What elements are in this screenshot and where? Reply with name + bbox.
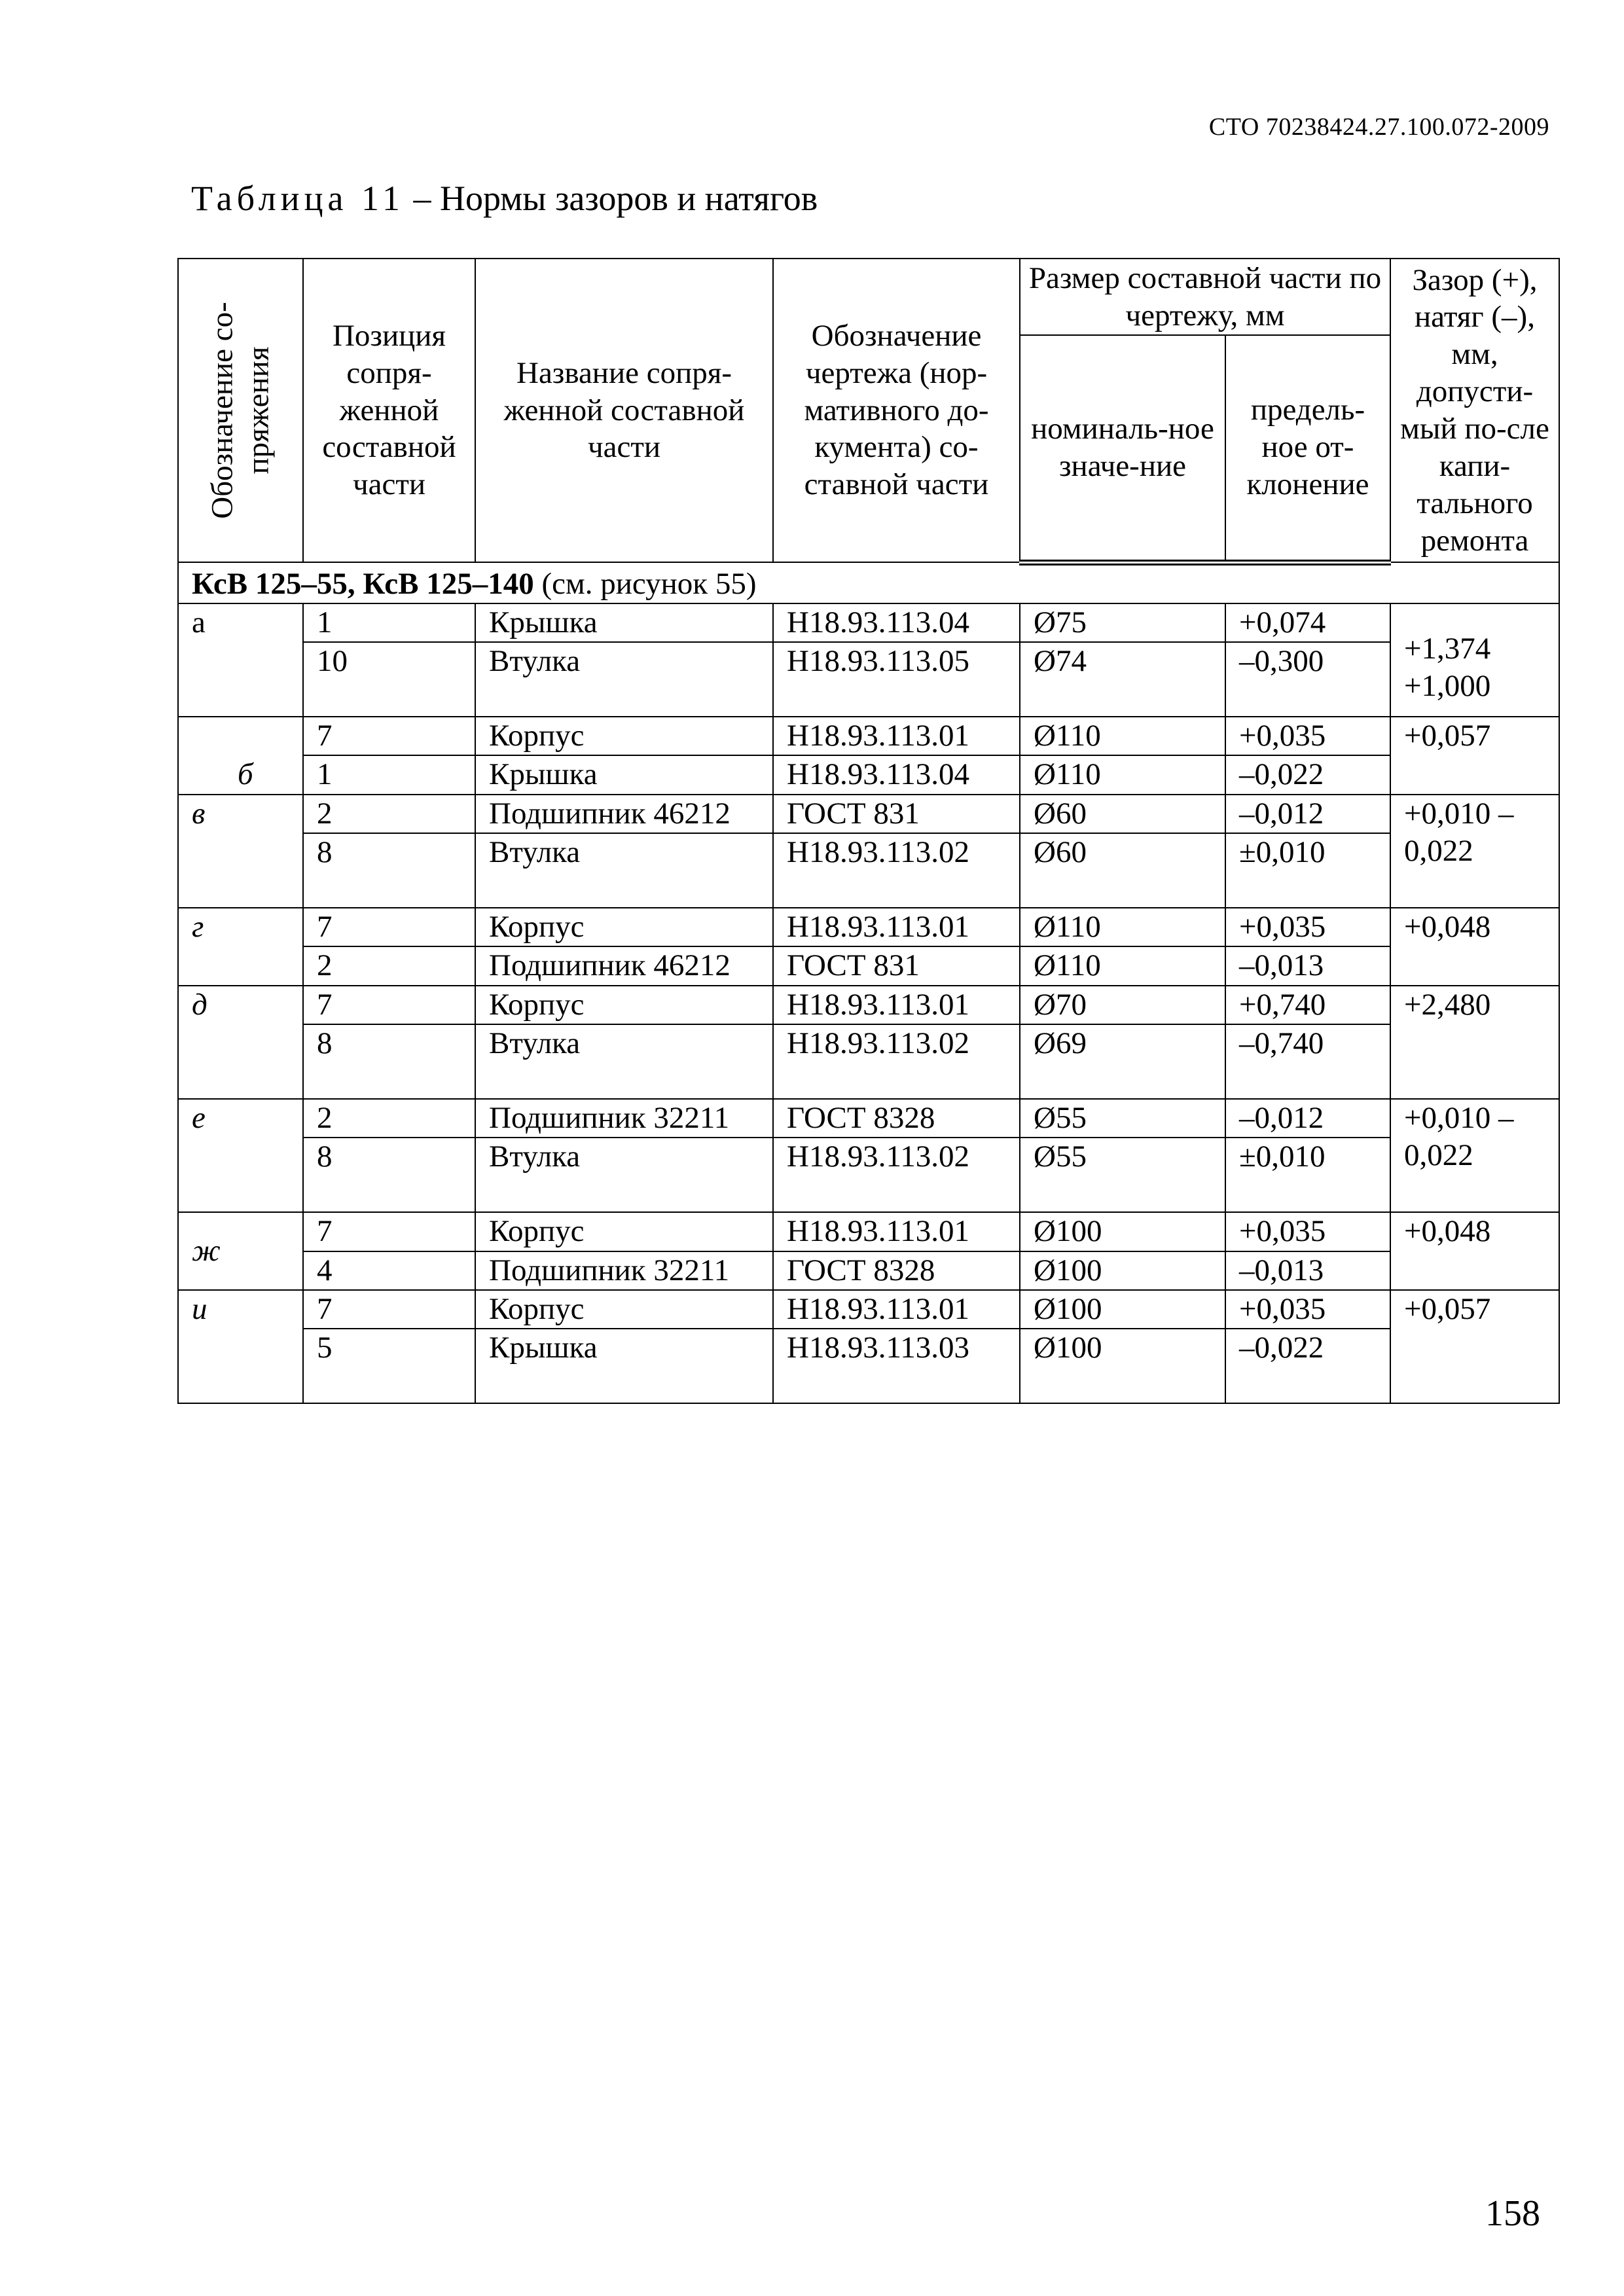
clearance-cell: +0,010 –0,022: [1390, 1099, 1559, 1212]
deviation-cell: +0,035: [1225, 1212, 1390, 1251]
drawing-cell: Н18.93.113.02: [773, 833, 1020, 908]
page-number: 158: [1485, 2193, 1540, 2234]
mating-mark: е: [178, 1099, 303, 1212]
part-name-cell: Корпус: [475, 717, 773, 755]
part-name-cell: Корпус: [475, 1212, 773, 1251]
deviation-cell: +0,035: [1225, 908, 1390, 946]
clearance-cell: +0,048: [1390, 908, 1559, 986]
drawing-cell: ГОСТ 8328: [773, 1099, 1020, 1138]
title-dash: –: [404, 179, 440, 218]
nominal-cell: Ø110: [1020, 755, 1225, 794]
table-row: [178, 1251, 1559, 1290]
position-cell: 8: [303, 1138, 475, 1212]
deviation-cell: –0,012: [1225, 1099, 1390, 1138]
drawing-cell: Н18.93.113.01: [773, 1212, 1020, 1251]
clearance-cell: +0,057: [1390, 1290, 1559, 1403]
table-row: [178, 986, 1559, 1024]
deviation-cell: –0,022: [1225, 1329, 1390, 1403]
drawing-cell: ГОСТ 831: [773, 795, 1020, 833]
mating-mark: а: [178, 603, 303, 717]
table-row: [178, 642, 1559, 717]
position-cell: 10: [303, 642, 475, 717]
table-row: [178, 1290, 1559, 1329]
clearance-cell: +0,048: [1390, 1212, 1559, 1290]
clearance-norms-table: [177, 258, 1560, 1404]
table-row: [178, 603, 1559, 642]
table-row: [178, 717, 1559, 755]
table-row: [178, 755, 1559, 794]
header-part-name: Название сопря-женной составной части: [475, 259, 773, 562]
nominal-cell: Ø55: [1020, 1099, 1225, 1138]
part-name-cell: Втулка: [475, 833, 773, 908]
drawing-cell: Н18.93.113.01: [773, 717, 1020, 755]
position-cell: 4: [303, 1251, 475, 1290]
nominal-cell: Ø100: [1020, 1329, 1225, 1403]
group-heading: КсВ 125–55, КсВ 125–140 (см. рисунок 55): [178, 562, 1559, 603]
position-cell: 7: [303, 1290, 475, 1329]
drawing-cell: Н18.93.113.03: [773, 1329, 1020, 1403]
deviation-cell: +0,035: [1225, 717, 1390, 755]
drawing-cell: Н18.93.113.05: [773, 642, 1020, 717]
deviation-cell: –0,013: [1225, 1251, 1390, 1290]
nominal-cell: Ø55: [1020, 1138, 1225, 1212]
table-row: [178, 1329, 1559, 1403]
table-row: [178, 946, 1559, 985]
part-name-cell: Корпус: [475, 986, 773, 1024]
position-cell: 7: [303, 908, 475, 946]
deviation-cell: +0,740: [1225, 986, 1390, 1024]
position-cell: 7: [303, 717, 475, 755]
position-cell: 7: [303, 1212, 475, 1251]
table-row: [178, 833, 1559, 908]
nominal-cell: Ø100: [1020, 1212, 1225, 1251]
header-deviation: предель-ное от-клонение: [1225, 335, 1390, 562]
mating-mark: г: [178, 908, 303, 986]
nominal-cell: Ø100: [1020, 1251, 1225, 1290]
table-label: Таблица 11: [191, 179, 405, 218]
header-position: Позиция сопря-женной составной части: [303, 259, 475, 562]
part-name-cell: Корпус: [475, 908, 773, 946]
header-mating-designation: Обозначение со-пряжения: [178, 259, 303, 562]
drawing-cell: Н18.93.113.04: [773, 755, 1020, 794]
drawing-cell: Н18.93.113.01: [773, 908, 1020, 946]
part-name-cell: Подшипник 32211: [475, 1099, 773, 1138]
nominal-cell: Ø75: [1020, 603, 1225, 642]
drawing-cell: Н18.93.113.01: [773, 986, 1020, 1024]
document-code: СТО 70238424.27.100.072-2009: [1208, 113, 1549, 141]
header-nominal: номиналь-ное значе-ние: [1020, 335, 1225, 562]
mating-mark: б: [178, 717, 303, 795]
drawing-cell: ГОСТ 831: [773, 946, 1020, 985]
header-size-group: Размер составной части по чертежу, мм: [1020, 259, 1390, 335]
drawing-cell: Н18.93.113.01: [773, 1290, 1020, 1329]
part-name-cell: Втулка: [475, 1138, 773, 1212]
part-name-cell: Втулка: [475, 642, 773, 717]
table-row: [178, 1212, 1559, 1251]
part-name-cell: Корпус: [475, 1290, 773, 1329]
clearance-cell: +2,480: [1390, 986, 1559, 1099]
deviation-cell: –0,013: [1225, 946, 1390, 985]
part-name-cell: Крышка: [475, 755, 773, 794]
table-caption: Нормы зазоров и натягов: [439, 179, 818, 218]
part-name-cell: Крышка: [475, 603, 773, 642]
drawing-cell: Н18.93.113.04: [773, 603, 1020, 642]
position-cell: 1: [303, 755, 475, 794]
table-row: [178, 1024, 1559, 1099]
position-cell: 2: [303, 946, 475, 985]
mating-mark: ж: [178, 1212, 303, 1290]
clearance-cell: +0,010 –0,022: [1390, 795, 1559, 908]
header-drawing-designation: Обозначение чертежа (нор-мативного до-кумента) со-ставной части: [773, 259, 1020, 562]
position-cell: 7: [303, 986, 475, 1024]
clearance-cell: +1,374 +1,000: [1390, 603, 1559, 717]
deviation-cell: +0,035: [1225, 1290, 1390, 1329]
part-name-cell: Втулка: [475, 1024, 773, 1099]
header-clearance: Зазор (+), натяг (–), мм, допусти-мый по-сле капи-тального ремонта: [1390, 259, 1559, 562]
drawing-cell: ГОСТ 8328: [773, 1251, 1020, 1290]
position-cell: 8: [303, 833, 475, 908]
nominal-cell: Ø110: [1020, 946, 1225, 985]
position-cell: 5: [303, 1329, 475, 1403]
deviation-cell: +0,074: [1225, 603, 1390, 642]
nominal-cell: Ø74: [1020, 642, 1225, 717]
table-row: [178, 795, 1559, 833]
drawing-cell: Н18.93.113.02: [773, 1024, 1020, 1099]
table-row: [178, 1138, 1559, 1212]
mating-mark: в: [178, 795, 303, 908]
mating-mark: и: [178, 1290, 303, 1403]
nominal-cell: Ø110: [1020, 908, 1225, 946]
nominal-cell: Ø100: [1020, 1290, 1225, 1329]
deviation-cell: –0,300: [1225, 642, 1390, 717]
nominal-cell: Ø69: [1020, 1024, 1225, 1099]
nominal-cell: Ø70: [1020, 986, 1225, 1024]
deviation-cell: –0,012: [1225, 795, 1390, 833]
part-name-cell: Крышка: [475, 1329, 773, 1403]
table-row: [178, 908, 1559, 946]
deviation-cell: –0,740: [1225, 1024, 1390, 1099]
deviation-cell: –0,022: [1225, 755, 1390, 794]
nominal-cell: Ø60: [1020, 833, 1225, 908]
position-cell: 2: [303, 795, 475, 833]
position-cell: 2: [303, 1099, 475, 1138]
table-title: [191, 178, 818, 219]
part-name-cell: Подшипник 46212: [475, 795, 773, 833]
drawing-cell: Н18.93.113.02: [773, 1138, 1020, 1212]
deviation-cell: ±0,010: [1225, 1138, 1390, 1212]
part-name-cell: Подшипник 32211: [475, 1251, 773, 1290]
clearance-cell: +0,057: [1390, 717, 1559, 795]
nominal-cell: Ø60: [1020, 795, 1225, 833]
position-cell: 1: [303, 603, 475, 642]
part-name-cell: Подшипник 46212: [475, 946, 773, 985]
table-row: [178, 1099, 1559, 1138]
deviation-cell: ±0,010: [1225, 833, 1390, 908]
mating-mark: д: [178, 986, 303, 1099]
nominal-cell: Ø110: [1020, 717, 1225, 755]
position-cell: 8: [303, 1024, 475, 1099]
